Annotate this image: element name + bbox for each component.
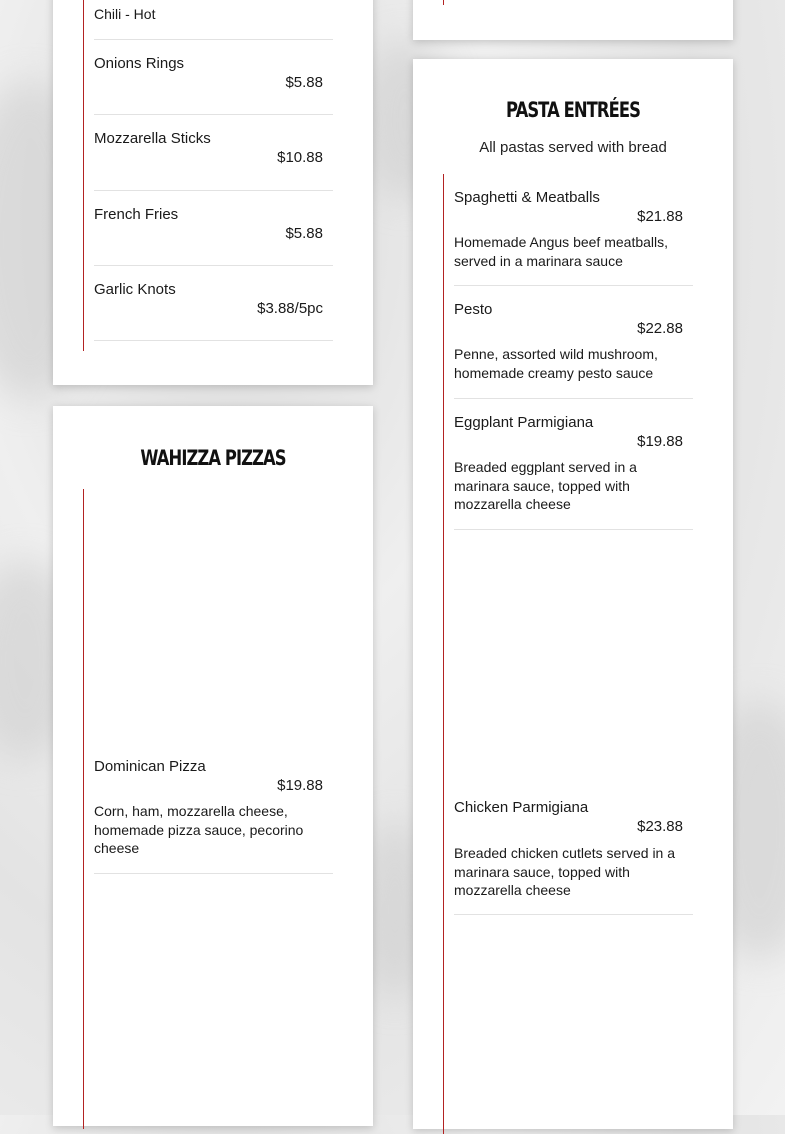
item-divider	[94, 190, 333, 191]
item-name: Mozzarella Sticks	[94, 130, 211, 147]
accent-line	[443, 0, 444, 5]
previous-section-card	[413, 0, 733, 40]
item-price: $21.88	[637, 208, 683, 225]
pizzas-card	[53, 406, 373, 1126]
item-description: Homemade Angus beef meatballs, served in a marinara sauce	[454, 234, 669, 269]
item-name: Eggplant Parmigiana	[454, 414, 594, 431]
item-price: $5.88	[285, 74, 323, 91]
item-name: Pesto	[454, 301, 493, 318]
item-price: $19.88	[637, 433, 683, 450]
accent-line	[443, 174, 444, 1134]
item-price: $3.88/5pc	[257, 300, 323, 317]
item-price: $22.88	[637, 320, 683, 337]
menu-item	[454, 189, 683, 284]
item-divider	[454, 285, 693, 286]
menu-item	[94, 55, 323, 95]
item-name: Onions Rings	[94, 55, 185, 72]
menu-item	[454, 799, 683, 909]
appetizers-card	[53, 0, 373, 385]
item-divider	[94, 340, 333, 341]
item-description: Corn, ham, mozzarella cheese, homemade pizza sauce, pecorino cheese	[94, 803, 304, 856]
accent-line	[83, 0, 84, 351]
accent-line	[83, 489, 84, 1129]
section-title: WAHIZZA PIZZAS	[140, 446, 286, 470]
item-name: Chicken Parmigiana	[454, 799, 589, 816]
item-price: $5.88	[285, 225, 323, 242]
menu-item	[94, 281, 323, 321]
item-divider	[454, 398, 693, 399]
section-subtitle: All pastas served with bread	[479, 139, 667, 156]
item-description-partial-2: Chili - Hot	[94, 6, 156, 22]
item-divider	[94, 39, 333, 40]
item-name: French Fries	[94, 206, 179, 223]
item-description: Breaded eggplant served in a marinara sauce, topped with mozzarella cheese	[454, 459, 637, 512]
item-price: $10.88	[277, 149, 323, 166]
item-divider	[454, 914, 693, 915]
section-title: PASTA ENTRÉES	[506, 98, 640, 122]
menu-item	[94, 130, 323, 170]
item-price: $23.88	[637, 818, 683, 835]
item-divider	[94, 114, 333, 115]
item-name: Garlic Knots	[94, 281, 176, 298]
item-description: Penne, assorted wild mushroom, homemade creamy pesto sauce	[454, 346, 658, 381]
item-description: Breaded chicken cutlets served in a marinara sauce, topped with mozzarella cheese	[454, 845, 676, 898]
item-name: Spaghetti & Meatballs	[454, 189, 600, 206]
menu-item	[94, 206, 323, 246]
item-divider	[454, 529, 693, 530]
item-price: $19.88	[277, 777, 323, 794]
pasta-card	[413, 59, 733, 1129]
menu-item	[454, 414, 683, 524]
item-divider	[94, 265, 333, 266]
item-name: Dominican Pizza	[94, 758, 206, 775]
item-divider	[94, 873, 333, 874]
menu-item	[454, 301, 683, 396]
menu-item	[94, 758, 323, 858]
